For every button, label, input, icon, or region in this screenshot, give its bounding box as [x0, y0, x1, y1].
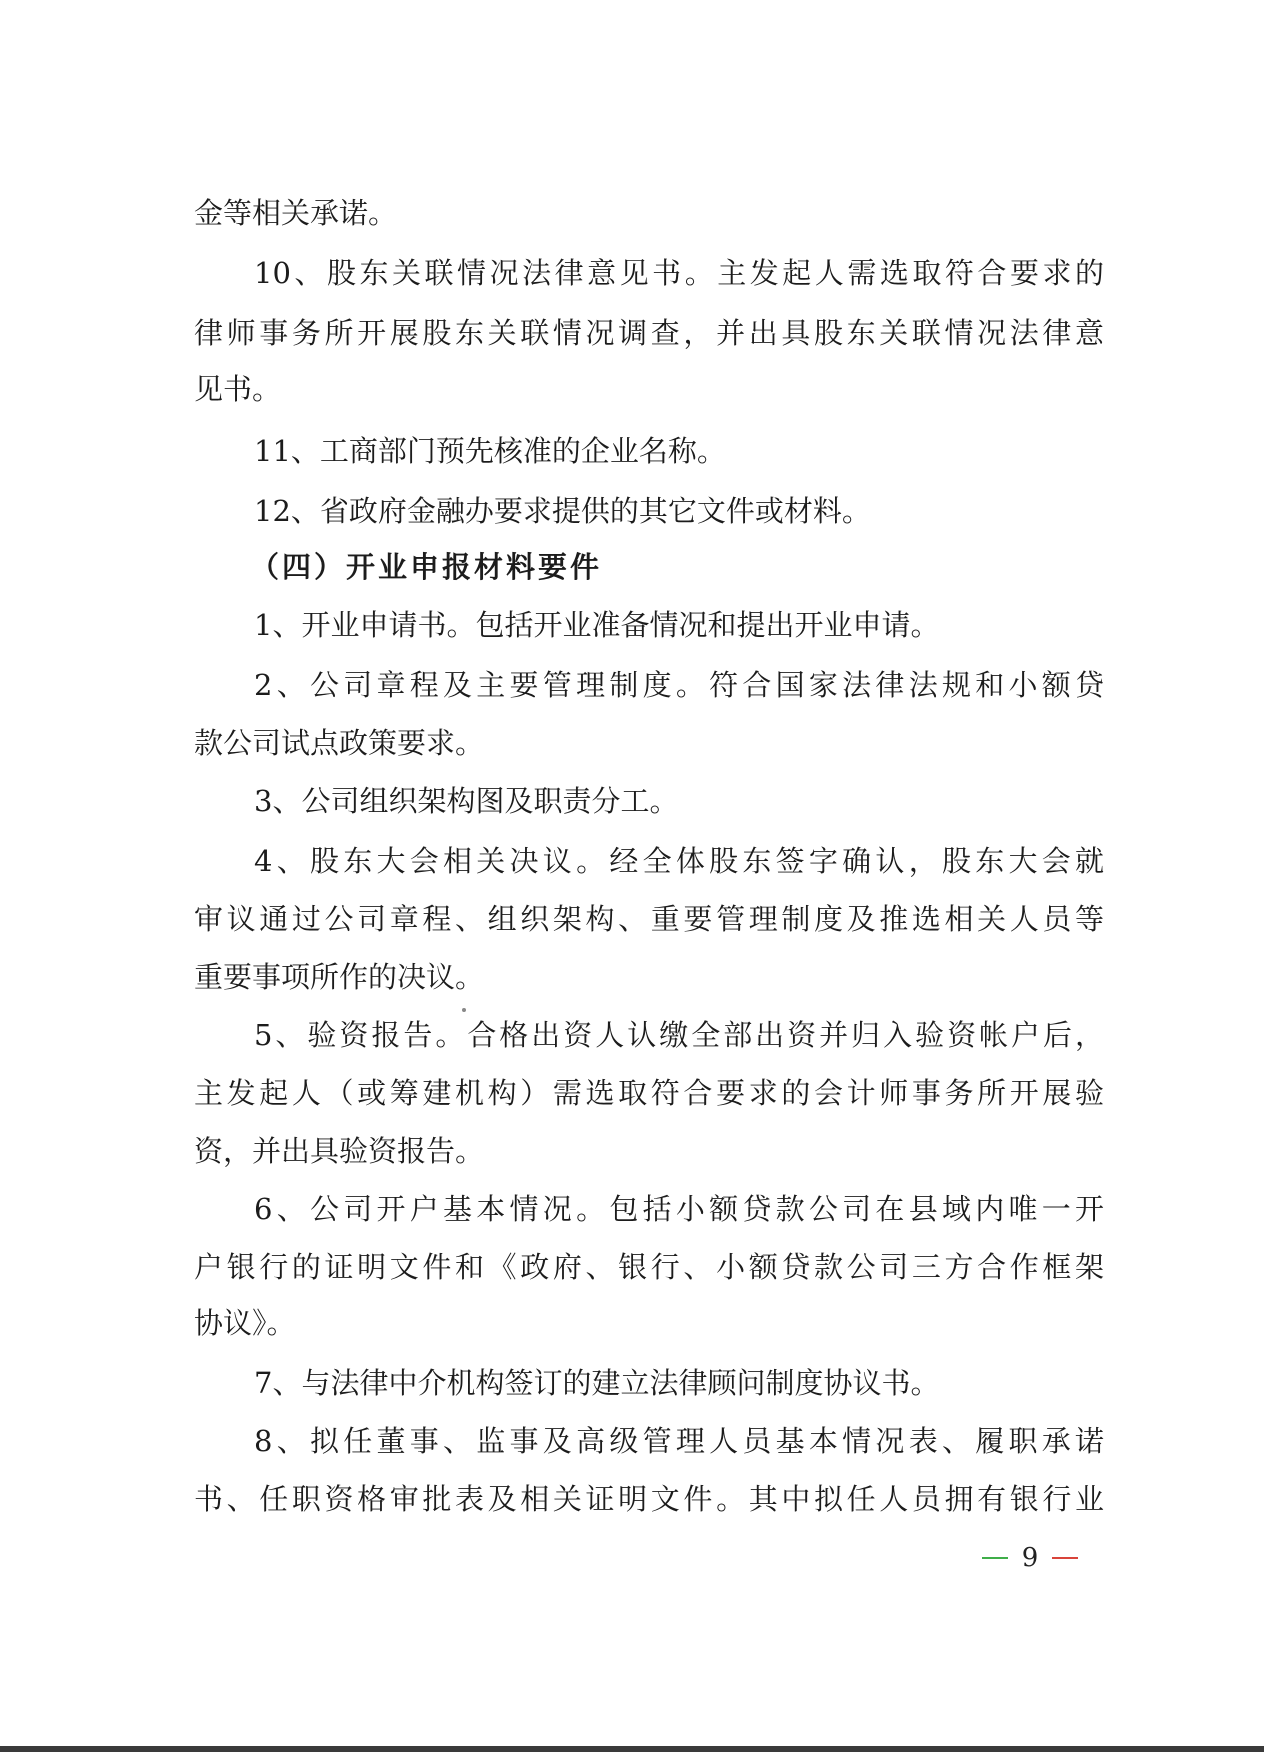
text-line-1: 金等相关承诺。 [194, 196, 398, 230]
text-line-15: 5、验资报告。合格出资人认缴全部出资并归入验资帐户后， [254, 1018, 1104, 1052]
text-line-2: 10、股东关联情况法律意见书。主发起人需选取符合要求的 [254, 256, 1104, 290]
text-line-14: 重要事项所作的决议。 [194, 960, 485, 994]
page-number-dash-left [982, 1557, 1008, 1559]
text-line-23: 书、任职资格审批表及相关证明文件。其中拟任人员拥有银行业 [194, 1482, 1104, 1516]
text-line-5: 11、工商部门预先核准的企业名称。 [254, 434, 726, 468]
page-number-dash-right [1052, 1557, 1078, 1559]
text-line-9: 2、公司章程及主要管理制度。符合国家法律法规和小额贷 [254, 668, 1104, 702]
text-line-12: 4、股东大会相关决议。经全体股东签字确认，股东大会就 [254, 844, 1104, 878]
text-line-6: 12、省政府金融办要求提供的其它文件或材料。 [254, 494, 871, 528]
text-line-17: 资，并出具验资报告。 [194, 1134, 485, 1168]
text-line-19: 户银行的证明文件和《政府、银行、小额贷款公司三方合作框架 [194, 1250, 1104, 1284]
scan-edge [0, 1746, 1264, 1752]
page-number [960, 1538, 1100, 1578]
text-line-16: 主发起人（或筹建机构）需选取符合要求的会计师事务所开展验 [194, 1076, 1104, 1110]
scan-speck [462, 1008, 466, 1012]
text-line-20: 协议》。 [194, 1306, 296, 1340]
text-line-8: 1、开业申请书。包括开业准备情况和提出开业申请。 [254, 608, 940, 642]
text-line-3: 律师事务所开展股东关联情况调查，并出具股东关联情况法律意 [194, 316, 1104, 350]
text-line-4: 见书。 [194, 372, 282, 406]
text-line-18: 6、公司开户基本情况。包括小额贷款公司在县域内唯一开 [254, 1192, 1104, 1226]
text-line-10: 款公司试点政策要求。 [194, 726, 485, 760]
text-line-21: 7、与法律中介机构签订的建立法律顾问制度协议书。 [254, 1366, 940, 1400]
text-line-11: 3、公司组织架构图及职责分工。 [254, 784, 679, 818]
page-number-value: 9 [1021, 1543, 1039, 1573]
text-line-22: 8、拟任董事、监事及高级管理人员基本情况表、履职承诺 [254, 1424, 1104, 1458]
text-line-13: 审议通过公司章程、组织架构、重要管理制度及推选相关人员等 [194, 902, 1104, 936]
section-heading: （四）开业申报材料要件 [250, 550, 603, 584]
